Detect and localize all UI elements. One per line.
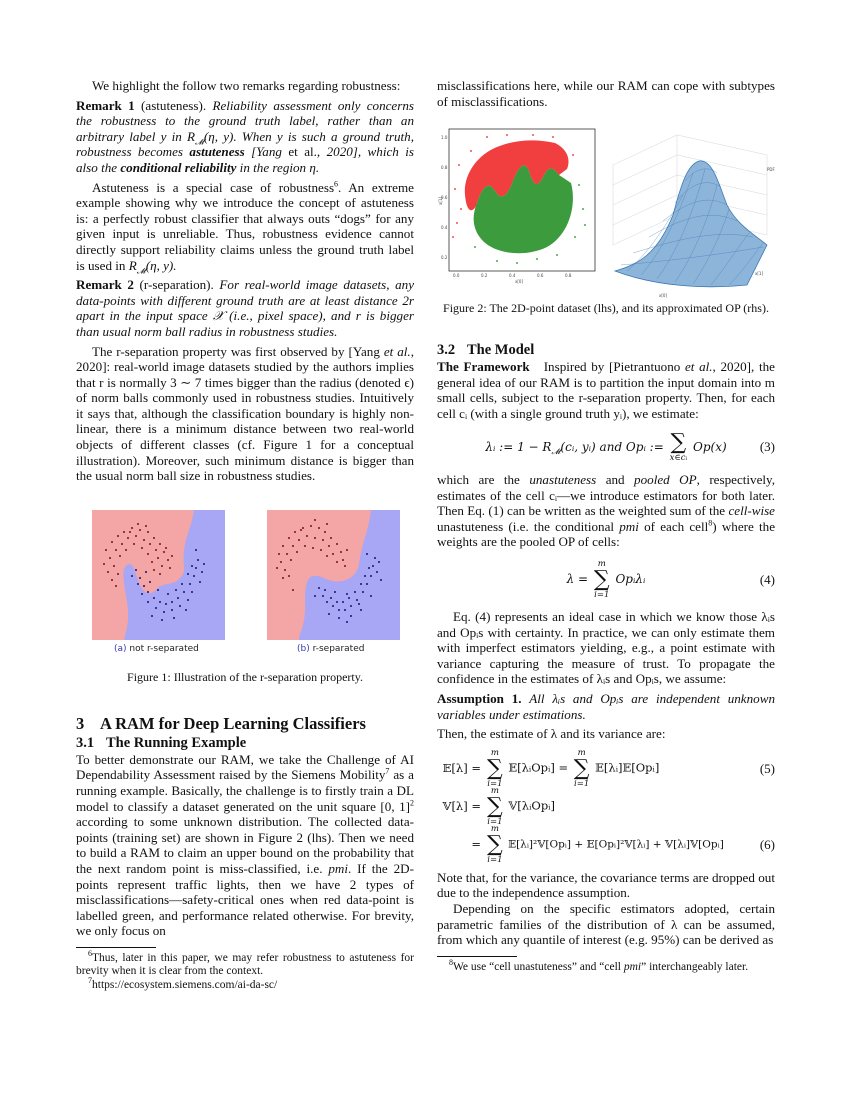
astuteness-text-a: Astuteness is a special case of robustness [92,179,335,195]
footnote-ref-8[interactable]: 8 [708,518,713,528]
running-text-b: as a running example. Basically, the challenge is to firstly train a DL model to classify a dataset generated on the unit square [0, 1] [76,767,414,814]
remark-1-text: Reliability assessment only concerns the robustness to the ground truth label, rather than an arbitrary label y in R [76,97,414,144]
equations-5-6 [437,750,775,864]
footnote-7 [76,976,414,993]
summation: ∑ x∈cᵢ [669,429,688,463]
svg-text:1.0: 1.0 [441,135,448,141]
svg-text:0.2: 0.2 [481,273,488,279]
equation-6: = m ∑ i=1 𝔼[λᵢ]²𝕍[Opᵢ] + 𝔼[Opᵢ]²𝕍[λᵢ] + 𝕍[λᵢ]𝕍[Opᵢ] (6) [437,826,775,864]
summation: m ∑ i=1 [593,559,610,600]
figure-2 [437,125,775,301]
section-number: 3 [76,713,85,733]
subcaption-b-text: r-separated [312,643,365,654]
svg-text:x[1]: x[1] [438,197,443,206]
equation-4 [437,560,775,599]
equation-6a: 𝕍[λ] = m ∑ i=1 𝕍[λᵢOpᵢ] [437,788,775,826]
term-pmi: pmi [623,960,642,973]
eq3-mid: (cᵢ, yᵢ) and Opᵢ := [560,439,668,454]
remark-2-title: (r-separation). [139,277,214,293]
figure-2-caption: Figure 2: The 2D-point dataset (lhs), and its approximated OP (rhs). [443,301,769,316]
footnote-text: Thus, later in this paper, we may refer robustness to astuteness for brevity when it is clear from the context. [76,951,414,978]
figure-1b-scatter [267,510,400,640]
section-title: A RAM for Deep Learning Classifiers [100,713,366,733]
term-cell-wise: cell-wise [728,503,775,519]
eq6-lhs: 𝕍[λ] = [442,798,481,813]
continuation-paragraph: misclassifications here, while our RAM can cope with subtypes of misclassifications. [437,78,775,109]
assumption-label: Assumption 1. [437,691,522,706]
remark-2-label: Remark 2 [76,277,134,293]
svg-text:x[0]: x[0] [659,293,668,299]
equation-5: 𝔼[λ] = m ∑ i=1 𝔼[λᵢOpᵢ] = m ∑ i=1 𝔼[λᵢ]𝔼[Opᵢ] (5) [437,750,775,788]
figure-1-caption: Figure 1: Illustration of the r-separation property. [127,669,363,684]
figure-2-scatter [438,129,595,284]
running-text-c: according to some unknown distribution. The collected data-points (training set) are shown in Figure 2 (lhs). Then we need to build a RAM to claim an upper bound on the probability that the next random point is miss-classified, i.e. [76,814,414,876]
framework-text-b: , 2020], the general idea of our RAM is to partition the input domain into m small cells, subject to the r-separation property. Then, for each cell cᵢ (with a single ground truth yᵢ), we estimate: [437,359,775,421]
eq5-lhs: 𝔼[λ] = [442,760,481,775]
svg-text:0.8: 0.8 [565,273,572,279]
running-text-a: To better demonstrate our RAM, we take the Challenge of AI Dependability Assessment raised by the Siemens Mobility [76,751,414,783]
remark-1-text-c: [Yang [244,144,289,160]
footnote-ref-7[interactable]: 7 [385,767,390,777]
footnote-divider [437,956,517,957]
remark-1-text-e: in the region η. [236,159,320,175]
sum-lower: i=1 [574,778,590,789]
term-conditional-reliability: conditional reliability [120,159,237,175]
footnote-number: 6 [88,949,92,959]
eq6-term-2: 𝔼[λᵢ]²𝕍[Opᵢ] + 𝔼[Opᵢ]²𝕍[λᵢ] + 𝕍[λᵢ]𝕍[Opᵢ] [508,838,724,851]
then-paragraph: Then, the estimate of λ and its variance are: [437,726,666,742]
footnote-text-b: ” interchangeably later. [641,960,749,973]
svg-text:0.2: 0.2 [441,255,448,261]
footnote-6 [76,949,414,979]
equation-number: (6) [759,836,775,852]
term-pmi: pmi [328,861,349,876]
svg-text:0.4: 0.4 [509,273,516,279]
citation-etal: et al. [383,343,411,359]
note-paragraph: Note that, for the variance, the covariance terms are dropped out due to the independence assumption. [437,869,775,901]
framework-text-a: Inspired by [Pietrantuono [543,359,685,375]
equation-number: (3) [759,439,775,455]
r-separation-paragraph [76,344,414,484]
math-R: R [128,257,137,273]
citation-etal: et al. [288,144,317,160]
svg-text:0.6: 0.6 [537,273,544,279]
section-3-heading [76,714,414,734]
subcaption-b-label: (b) [297,643,310,654]
sum-lower: x∈cᵢ [669,452,688,463]
assumption-text: All λᵢs and Opᵢs are independent unknown variables under estimations. [437,691,775,722]
subsection-title: The Model [467,342,535,359]
sum-lower: i=1 [594,589,610,600]
term-unastuteness: unastuteness [529,472,597,488]
rsep-text-a: The r-separation property was first observed by [Yang [92,343,384,359]
left-column [76,78,414,992]
sum-lower: i=1 [487,778,503,789]
remark-2 [76,277,414,339]
unast-text-a: which are the [437,472,530,488]
term-astuteness: astuteness [189,144,245,160]
subsection-title: The Running Example [106,734,247,751]
svg-text:0.8: 0.8 [441,165,448,171]
svg-text:PDF: PDF [767,167,775,173]
citation-etal: et al. [684,359,713,375]
sum-upper: m [597,559,606,570]
unast-text-e: of each cell [638,518,709,534]
sum-upper: m [490,786,499,797]
footnote-divider [76,947,156,948]
eq6-equals: = [471,836,481,851]
eq6-term-1: 𝕍[λᵢOpᵢ] [508,798,555,813]
remark-2-text: For real-world image datasets, any data-points with different ground truth are at least distance 2r apart in the input space 𝒳 (i.e., pixel space), and r is bigger than usual norm ball radius in robustness studies. [76,277,415,339]
paragraph-heading: The Framework [437,359,530,375]
figure-1a-scatter [92,510,225,640]
svg-text:x[1]: x[1] [755,271,764,277]
svg-text:0.6: 0.6 [441,195,448,201]
footnote-number: 8 [449,957,453,967]
sum-upper: m [577,748,586,759]
footnote-link[interactable]: https://ecosystem.siemens.com/ai-da-sc/ [92,978,278,991]
unast-text-d: unastuteness (i.e. the conditional [437,518,620,534]
footnote-ref-6[interactable]: 6 [334,179,339,189]
intro-paragraph: We highlight the follow two remarks regarding robustness: [92,78,401,93]
unast-text-f: ) where the weights are the pooled OP of cells: [437,518,776,550]
eq4-lhs: λ = [566,572,592,587]
equation-number: (5) [759,760,775,776]
math-tail: (η, y). [145,257,177,273]
eq5-term-2: 𝔼[λᵢ]𝔼[Opᵢ] [595,760,660,775]
eq4-rhs: Opᵢλᵢ [615,572,646,587]
astuteness-text-b: . An extreme example showing why we introduce the concept of astuteness is: a perfectly robust classifier that always outs “dogs” for any given input is unreliable. Thus, robustness evidence cannot directly support reliability claims unless the ground truth label is used in [76,179,414,273]
term-pmi: pmi [619,518,639,534]
sum-lower: i=1 [487,854,503,865]
superscript-2: 2 [410,798,414,808]
remark-1-title: (astuteness). [141,97,207,113]
section-3-2-heading [437,341,775,359]
footnote-text-a: We use “cell unastuteness” and “cell [453,960,624,973]
eq3-lhs: λᵢ := 1 − R [485,439,552,454]
equation-number: (4) [759,571,775,587]
rsep-text-b: , 2020]: real-world image datasets studied by the authors implies that r is normally 3 ∼ 7 times bigger than the radius (denoted ϵ) of norm balls commonly used in robustness studies. Intuitively it says that, although the classification boundary is highly non-linear, there is a minimum distance between two real-world objects of different classes (cf. Figure 1 for a conceptual illustration). Moreover, such minimum distance is bigger than the usual norm ball size in robustness studies. [76,343,414,484]
subcaption-a-text: not r-separated [129,643,199,654]
unast-text-c: , respectively, estimates of the cell cᵢ—we introduce estimators for both later. Then Eq. (1) can be written as the weighted sum of the [437,472,775,519]
running-example-paragraph [76,752,414,939]
equation-3: λᵢ := $1 - R_𝓜(cᵢ$, yᵢ) and Opᵢ := ∑ x∈cᵢ Op(x) (3) [485,429,775,463]
svg-text:0.0: 0.0 [453,273,460,279]
eq5-term-1: 𝔼[λᵢOpᵢ] = [508,760,569,775]
figure-1b-plot [267,510,400,654]
figure-1b-subcaption [297,642,364,658]
svg-text:0.4: 0.4 [441,225,448,231]
svg-text:x[0]: x[0] [515,279,524,285]
unastuteness-paragraph [437,472,775,550]
assumption-1 [437,691,775,722]
term-pooled-op: pooled OP [634,472,697,488]
footnote-8 [437,957,775,975]
remark-1: Remark 1 (astuteness). Reliability assessment only concerns the robustness to the ground truth label, rather than an arbitrary label y in $R_𝓜(\eta$, y). When y is such a ground truth, robustness becomes astuteness [Yang et al., 2020], which is also the conditional reliability in the region η. [76,97,414,175]
figure-1a-subcaption [114,642,199,658]
section-3-1-heading [76,734,414,752]
depending-paragraph: Depending on the specific estimators adopted, certain parametric families of the distribution of λ can be assumed, from which any quantile of interest (e.g. 95%) can be derived as [437,900,775,948]
running-text-d: . If the 2D-points represent traffic lights, then we have 2 types of misclassifications—safety-critical ones when red data-point is labelled green, and performance related otherwise. For brevity, we only focus on [76,861,414,939]
sum-lower: i=1 [487,816,503,827]
remark-1-text-b: (η, y). When y is such a ground truth, robustness becomes [76,128,414,160]
sum-upper: m [490,748,499,759]
right-column [437,78,775,974]
framework-paragraph [437,359,775,421]
subsection-number: 3.2 [437,342,456,359]
remark-1-text-d: , 2020], which is also the [76,144,414,175]
sum-upper: m [490,824,499,835]
astuteness-paragraph: Astuteness is a special case of robustness$^6$. An extreme example showing why we introduce the concept of astuteness is: a perfectly robust classifier that always outs “dogs” for any given input is unreliable. Thus, robustness evidence cannot directly support reliability claims unless the ground truth label is used in $R_𝓜(\eta$, y). [76,179,414,276]
eq4-paragraph: Eq. (4) represents an ideal case in which we know those λᵢs and Opᵢs with certainty. In practice, we can only estimate them with imperfect estimators yielding, e.g., a point estimate with variance capturing the measure of trust. To propagate the confidence in the estimates of λᵢs and Opᵢs, we assume: [437,609,775,687]
figure-1a-plot [92,510,225,654]
figure-1 [76,510,414,670]
subcaption-a-label: (a) [114,643,127,654]
footnote-number: 7 [88,976,92,986]
remark-1-label: Remark 1 [76,97,135,113]
unast-text-b: and [596,472,635,488]
figure-2-plots [437,125,775,301]
eq3-rhs: Op(x) [693,439,727,454]
subsection-number: 3.1 [76,734,95,751]
figure-2-surface [613,135,775,298]
